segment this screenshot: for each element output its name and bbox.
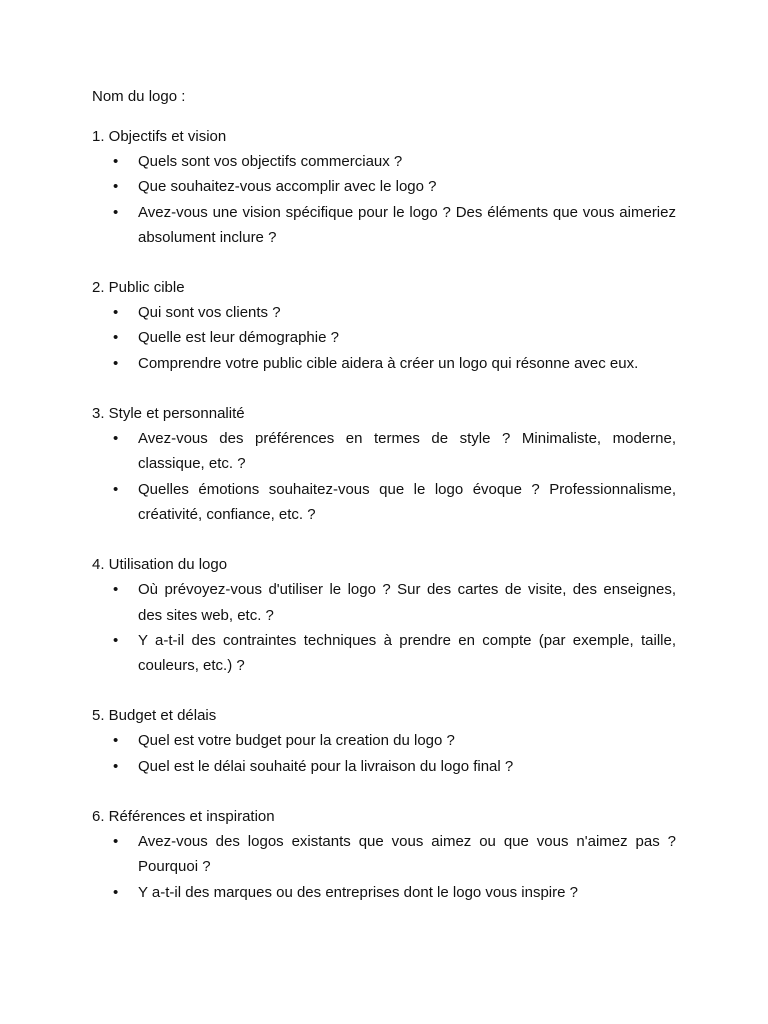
bullet-text: Quelle est leur démographie ? [138, 329, 339, 347]
bullet-icon: • [113, 178, 119, 196]
bullet-list [92, 300, 676, 376]
bullet-icon: • [113, 203, 119, 221]
bullet-icon: • [113, 833, 119, 851]
bullet-text: Y a-t-il des marques ou des entreprises dont le logo vous inspire ? [138, 883, 578, 901]
bullet-item [92, 577, 676, 628]
section-heading: 1. Objectifs et vision [92, 128, 227, 145]
bullet-text: Avez-vous des préférences en termes de style ? Minimaliste, moderne, classique, etc. ? [138, 430, 676, 473]
bullet-text: Où prévoyez-vous d'utiliser le logo ? Sur des cartes de visite, des enseignes, des sites web, etc. ? [138, 581, 676, 624]
bullet-icon: • [113, 732, 119, 750]
bullet-item [92, 728, 676, 753]
section-heading: 2. Public cible [92, 279, 185, 297]
section-heading: 5. Budget et délais [92, 707, 217, 725]
bullet-item [92, 628, 676, 679]
bullet-icon: • [113, 883, 119, 901]
bullet-icon: • [113, 153, 119, 170]
section-style [92, 401, 676, 527]
bullet-text: Avez-vous des logos existants que vous aimez ou que vous n'aimez pas ? Pourquoi ? [138, 833, 676, 876]
bullet-list [92, 829, 676, 905]
section-heading: 3. Style et personnalité [92, 405, 245, 423]
bullet-text: Quel est le délai souhaité pour la livraison du logo final ? [138, 757, 514, 775]
bullet-icon: • [113, 631, 119, 649]
section-budget [92, 703, 676, 779]
logo-name-label: Nom du logo : [92, 88, 186, 105]
section-objectives [92, 124, 676, 250]
bullet-item [92, 477, 676, 528]
bullet-item [92, 300, 676, 325]
section-heading: 4. Utilisation du logo [92, 556, 228, 574]
bullet-text: Quelles émotions souhaitez-vous que le logo évoque ? Professionnalisme, créativité, confiance, etc. ? [138, 480, 676, 523]
bullet-text: Y a-t-il des contraintes techniques à prendre en compte (par exemple, taille, couleurs, etc.) ? [138, 631, 676, 675]
bullet-item [92, 880, 676, 905]
bullet-list [92, 728, 676, 779]
bullet-item [92, 426, 676, 477]
section-usage [92, 552, 676, 678]
bullet-text: Que souhaitez-vous accomplir avec le logo ? [138, 178, 437, 196]
bullet-text: Quels sont vos objectifs commerciaux ? [138, 153, 403, 170]
bullet-text: Qui sont vos clients ? [138, 304, 281, 322]
bullet-icon: • [113, 354, 119, 372]
bullet-item [92, 174, 676, 199]
bullet-item [92, 200, 676, 251]
section-target-audience [92, 275, 676, 376]
bullet-item [92, 325, 676, 350]
bullet-icon: • [113, 581, 119, 599]
section-references [92, 804, 676, 905]
bullet-item [92, 149, 676, 174]
bullet-text: Avez-vous une vision spécifique pour le logo ? Des éléments que vous aimeriez absolument inclure ? [138, 203, 676, 246]
bullet-list [92, 426, 676, 527]
bullet-item [92, 351, 676, 376]
bullet-text: Quel est votre budget pour la creation du logo ? [138, 732, 455, 750]
bullet-list [92, 577, 676, 678]
bullet-item [92, 754, 676, 779]
bullet-icon: • [113, 757, 119, 775]
bullet-icon: • [113, 304, 119, 322]
bullet-list [92, 149, 676, 250]
bullet-item [92, 829, 676, 880]
bullet-icon: • [113, 329, 119, 347]
section-heading: 6. Références et inspiration [92, 808, 275, 826]
bullet-icon: • [113, 430, 119, 448]
bullet-text: Comprendre votre public cible aidera à créer un logo qui résonne avec eux. [138, 354, 639, 372]
bullet-icon: • [113, 480, 119, 498]
